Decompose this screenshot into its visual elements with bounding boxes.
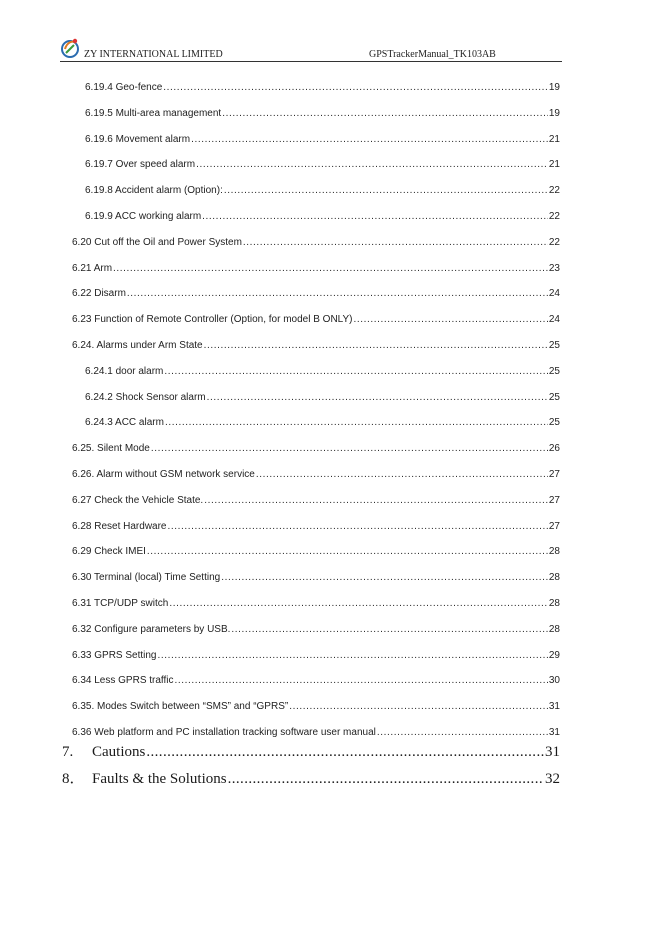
toc-entry-page: 27: [548, 494, 560, 506]
toc-entry-page: 24: [548, 314, 560, 326]
toc-leader-dots: [202, 211, 548, 222]
toc-entry-page: 27: [548, 520, 560, 532]
toc-leader-dots: [151, 443, 548, 454]
toc-entry-page: 28: [548, 572, 560, 584]
toc-entry[interactable]: [72, 237, 560, 253]
toc-entry[interactable]: [72, 650, 560, 666]
toc-entry[interactable]: [85, 417, 560, 433]
toc-entry-title: 6.24.3 ACC alarm: [85, 417, 164, 429]
toc-leader-dots: [204, 340, 548, 351]
toc-entry-title: 6.23 Function of Remote Controller (Option, for model B ONLY): [72, 314, 353, 326]
toc-entry[interactable]: [85, 134, 560, 150]
toc-entry-title: 6.28 Reset Hardware: [72, 520, 167, 532]
toc-leader-dots: [224, 185, 548, 196]
toc-entry[interactable]: [85, 392, 560, 408]
toc-entry[interactable]: [72, 314, 560, 330]
toc-entry[interactable]: [72, 443, 560, 459]
toc-entry[interactable]: [72, 495, 560, 511]
toc-leader-dots: [196, 159, 548, 170]
toc-entry-title: 6.33 GPRS Setting: [72, 649, 157, 661]
toc-entry-title: 6.19.7 Over speed alarm: [85, 159, 196, 171]
toc-leader-dots: [164, 366, 547, 377]
toc-entry-page: 19: [548, 107, 560, 119]
toc-entry[interactable]: [72, 288, 560, 304]
toc-entry[interactable]: [72, 624, 560, 640]
toc-entry[interactable]: [72, 675, 560, 691]
toc-chapter-page: 31: [545, 744, 560, 760]
toc-entry[interactable]: [72, 701, 560, 717]
toc-leader-dots: [228, 771, 544, 788]
toc-leader-dots: [289, 701, 548, 712]
toc-entry-page: 31: [548, 701, 560, 713]
toc-entry-page: 31: [548, 727, 560, 738]
toc-entry-page: 22: [548, 236, 560, 248]
toc-leader-dots: [158, 650, 548, 661]
toc-entry-page: 21: [548, 133, 560, 145]
toc-entry[interactable]: [72, 546, 560, 562]
toc-leader-dots: [256, 469, 548, 480]
toc-leader-dots: [146, 744, 544, 761]
toc-entry-page: 25: [548, 365, 560, 377]
toc-entry[interactable]: [85, 211, 560, 227]
toc-entry-title: 6.36 Web platform and PC installation tracking software user manual: [72, 727, 376, 738]
toc-leader-dots: [207, 392, 548, 403]
toc-entry-title: 6.24. Alarms under Arm State: [72, 340, 203, 351]
toc-leader-dots: [175, 675, 548, 686]
toc-entry-title: 6.19.8 Accident alarm (Option):: [85, 185, 223, 197]
toc-entry-title: 6.24.2 Shock Sensor alarm: [85, 391, 206, 403]
toc-entry-title: 6.30 Terminal (local) Time Setting: [72, 572, 221, 584]
toc-entry-title: 6.19.6 Movement alarm: [85, 133, 191, 145]
toc-entry-page: 23: [548, 262, 560, 274]
toc-entry-page: 30: [548, 675, 560, 687]
toc-leader-dots: [204, 495, 548, 506]
toc-leader-dots: [147, 546, 548, 557]
toc-entry[interactable]: [72, 572, 560, 588]
toc-entry-title: 6.31 TCP/UDP switch: [72, 598, 169, 609]
toc-leader-dots: [221, 572, 548, 583]
toc-entry[interactable]: [72, 727, 560, 743]
toc-entry-title: 6.26. Alarm without GSM network service: [72, 469, 255, 480]
toc-entry[interactable]: [85, 108, 560, 124]
toc-leader-dots: [222, 108, 548, 119]
toc-entry-title: 6.24.1 door alarm: [85, 365, 164, 377]
toc-chapter[interactable]: [62, 767, 560, 789]
toc-entry-page: 27: [548, 469, 560, 480]
toc-entry-title: 6.21 Arm: [72, 262, 113, 274]
toc-entry[interactable]: [85, 185, 560, 201]
toc-entry-title: 6.19.5 Multi-area management: [85, 107, 222, 119]
toc-entry-page: 22: [548, 185, 560, 197]
toc-entry-page: 25: [548, 340, 560, 351]
toc-chapter-page: 32: [545, 771, 560, 787]
toc-leader-dots: [169, 598, 548, 609]
toc-leader-dots: [168, 521, 548, 532]
toc-entry[interactable]: [72, 598, 560, 614]
toc-entry-title: 6.35. Modes Switch between “SMS” and “GPRS”: [72, 701, 289, 713]
toc-entry-title: 6.25. Silent Mode: [72, 443, 150, 455]
toc-entry-title: 6.34 Less GPRS traffic: [72, 675, 174, 687]
toc-entry-title: 6.20 Cut off the Oil and Power System: [72, 236, 242, 248]
toc-leader-dots: [377, 727, 548, 738]
toc-entry-title: 6.19.9 ACC working alarm: [85, 211, 202, 222]
toc-entry-page: 29: [548, 649, 560, 661]
toc-leader-dots: [354, 314, 548, 325]
toc-entry[interactable]: [72, 521, 560, 537]
toc-leader-dots: [163, 82, 548, 93]
toc-leader-dots: [127, 288, 548, 299]
toc-entry-page: 26: [548, 443, 560, 455]
toc-entry-page: 21: [548, 159, 560, 171]
toc-entry-page: 28: [548, 598, 560, 609]
company-logo-icon: [60, 36, 80, 60]
toc-entry-title: 6.19.4 Geo-fence: [85, 82, 163, 93]
header-divider: [60, 61, 562, 62]
toc-entry[interactable]: [85, 82, 560, 98]
toc-entry-page: 28: [548, 623, 560, 635]
toc-entry-page: 24: [548, 288, 560, 300]
company-name: ZY INTERNATIONAL LIMITED: [84, 49, 223, 60]
toc-entry-page: 28: [548, 546, 560, 558]
toc-entry[interactable]: [72, 469, 560, 485]
toc-entry[interactable]: [72, 340, 560, 356]
toc-entry[interactable]: [72, 263, 560, 279]
toc-entry-title: 6.22 Disarm: [72, 288, 126, 300]
toc-leader-dots: [165, 417, 548, 428]
toc-entry-title: 6.27 Check the Vehicle State.: [72, 494, 204, 506]
page-header: [60, 36, 562, 62]
toc-leader-dots: [231, 624, 547, 635]
toc-entry[interactable]: [85, 159, 560, 175]
toc-leader-dots: [191, 134, 548, 145]
toc-entry-page: 19: [548, 82, 560, 93]
toc-entry-title: 6.32 Configure parameters by USB.: [72, 623, 231, 635]
toc-leader-dots: [113, 263, 548, 274]
toc-chapter-number: 7.: [62, 744, 74, 760]
toc-chapter-number: 8．: [62, 771, 85, 787]
toc-chapter[interactable]: [62, 744, 560, 766]
toc-entry-page: 25: [548, 391, 560, 403]
toc-chapter-title: Faults & the Solutions: [92, 771, 227, 787]
toc-entry[interactable]: [85, 366, 560, 382]
toc-leader-dots: [243, 237, 548, 248]
toc-entry-title: 6.29 Check IMEI: [72, 546, 146, 558]
manual-title: GPSTrackerManual_TK103AB: [369, 49, 496, 60]
toc-chapter-title: Cautions: [92, 744, 146, 760]
toc-entry-page: 25: [548, 417, 560, 429]
toc-entry-page: 22: [548, 211, 560, 222]
